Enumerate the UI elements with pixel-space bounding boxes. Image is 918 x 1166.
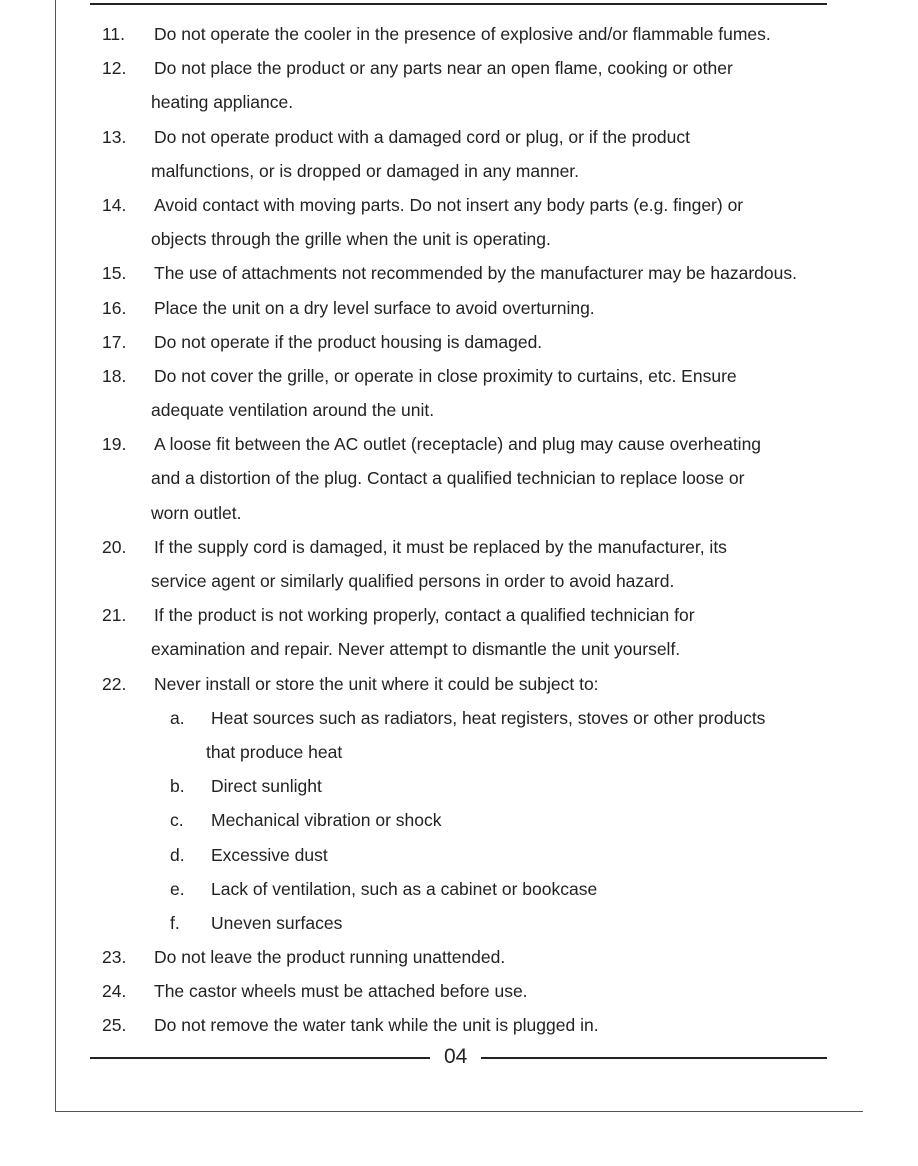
list-item <box>0 598 918 632</box>
item-number: 13. <box>102 126 127 147</box>
list-item <box>0 359 918 393</box>
item-text: Do not remove the water tank while the unit is plugged in. <box>154 1015 599 1036</box>
list-item <box>0 667 918 701</box>
item-text: The castor wheels must be attached before use. <box>154 981 528 1002</box>
sub-list-item <box>0 769 918 803</box>
safety-instructions-list <box>0 17 918 1043</box>
footer-divider-left <box>90 1057 430 1059</box>
sub-item-text: Uneven surfaces <box>211 912 343 933</box>
item-text: Do not leave the product running unattended. <box>154 947 506 968</box>
item-text: Do not operate if the product housing is damaged. <box>154 331 543 352</box>
top-divider <box>90 3 827 5</box>
item-text: The use of attachments not recommended by the manufacturer may be hazardous. <box>154 263 797 284</box>
sub-item-letter: d. <box>170 844 185 865</box>
item-text: If the supply cord is damaged, it must be replaced by the manufacturer, its <box>154 536 727 557</box>
item-text: If the product is not working properly, contact a qualified technician for <box>154 605 695 626</box>
item-text: Do not place the product or any parts near an open flame, cooking or other <box>154 58 733 79</box>
item-number: 11. <box>102 24 126 44</box>
item-number: 17. <box>102 331 127 352</box>
list-item-continuation <box>0 222 918 256</box>
list-item <box>0 17 918 51</box>
page-footer <box>90 1040 827 1076</box>
item-number: 24. <box>102 981 127 1002</box>
list-item-continuation <box>0 154 918 188</box>
item-text: objects through the grille when the unit is operating. <box>151 229 551 250</box>
sub-item-text: Mechanical vibration or shock <box>211 810 442 831</box>
item-number: 21. <box>102 605 127 626</box>
sub-list-item <box>0 803 918 837</box>
item-number: 16. <box>102 297 127 318</box>
item-text: service agent or similarly qualified persons in order to avoid hazard. <box>151 571 675 591</box>
sub-list-item <box>0 906 918 940</box>
list-item <box>0 940 918 974</box>
sub-item-text: Excessive dust <box>211 844 328 865</box>
list-item <box>0 51 918 85</box>
item-number: 19. <box>102 434 127 455</box>
sub-item-text: Direct sunlight <box>211 776 322 797</box>
sub-list-item <box>0 872 918 906</box>
item-number: 23. <box>102 947 127 968</box>
sub-item-letter: f. <box>170 912 180 933</box>
list-item <box>0 530 918 564</box>
item-text: malfunctions, or is dropped or damaged in any manner. <box>151 160 580 181</box>
sub-list-item <box>0 838 918 872</box>
item-text: Place the unit on a dry level surface to avoid overturning. <box>154 297 595 318</box>
sub-item-text: Heat sources such as radiators, heat registers, stoves or other products <box>211 707 766 728</box>
item-number: 25. <box>102 1015 127 1036</box>
item-number: 18. <box>102 365 127 386</box>
item-number: 12. <box>102 58 127 79</box>
sub-item-text: that produce heat <box>206 741 343 762</box>
list-item <box>0 188 918 222</box>
sub-item-letter: a. <box>170 707 185 728</box>
item-number: 22. <box>102 673 127 694</box>
item-text: and a distortion of the plug. Contact a qualified technician to replace loose or <box>151 468 745 489</box>
list-item-continuation <box>0 496 918 530</box>
item-text: examination and repair. Never attempt to dismantle the unit yourself. <box>151 639 681 660</box>
list-item <box>0 291 918 325</box>
sub-list-item-continuation <box>0 735 918 769</box>
item-number: 14. <box>102 194 127 215</box>
item-text: Do not operate the cooler in the presence of explosive and/or flammable fumes. <box>154 24 771 44</box>
list-item <box>0 1008 918 1042</box>
item-text: worn outlet. <box>151 502 242 523</box>
item-number: 20. <box>102 536 127 557</box>
list-item <box>0 325 918 359</box>
sub-item-text: Lack of ventilation, such as a cabinet or bookcase <box>211 878 598 899</box>
page-number: 04 <box>444 1045 468 1068</box>
sub-item-letter: c. <box>170 810 184 831</box>
list-item <box>0 974 918 1008</box>
item-text: Do not operate product with a damaged cord or plug, or if the product <box>154 126 691 147</box>
item-text: Avoid contact with moving parts. Do not insert any body parts (e.g. finger) or <box>154 194 744 215</box>
list-item-continuation <box>0 632 918 666</box>
item-text: Do not cover the grille, or operate in close proximity to curtains, etc. Ensure <box>154 365 737 386</box>
sub-item-letter: e. <box>170 878 185 899</box>
list-item-continuation <box>0 393 918 427</box>
list-item-continuation <box>0 85 918 119</box>
list-item-continuation <box>0 564 918 598</box>
list-item-continuation <box>0 461 918 495</box>
sub-item-letter: b. <box>170 776 185 797</box>
item-text: A loose fit between the AC outlet (receptacle) and plug may cause overheating <box>154 434 762 455</box>
item-text: Never install or store the unit where it could be subject to: <box>154 673 599 694</box>
item-text: adequate ventilation around the unit. <box>151 400 435 421</box>
item-number: 15. <box>102 263 127 284</box>
item-text: heating appliance. <box>151 92 294 113</box>
list-item <box>0 256 918 290</box>
list-item <box>0 427 918 461</box>
list-item <box>0 120 918 154</box>
sub-list-item <box>0 701 918 735</box>
footer-divider-right <box>481 1057 827 1059</box>
